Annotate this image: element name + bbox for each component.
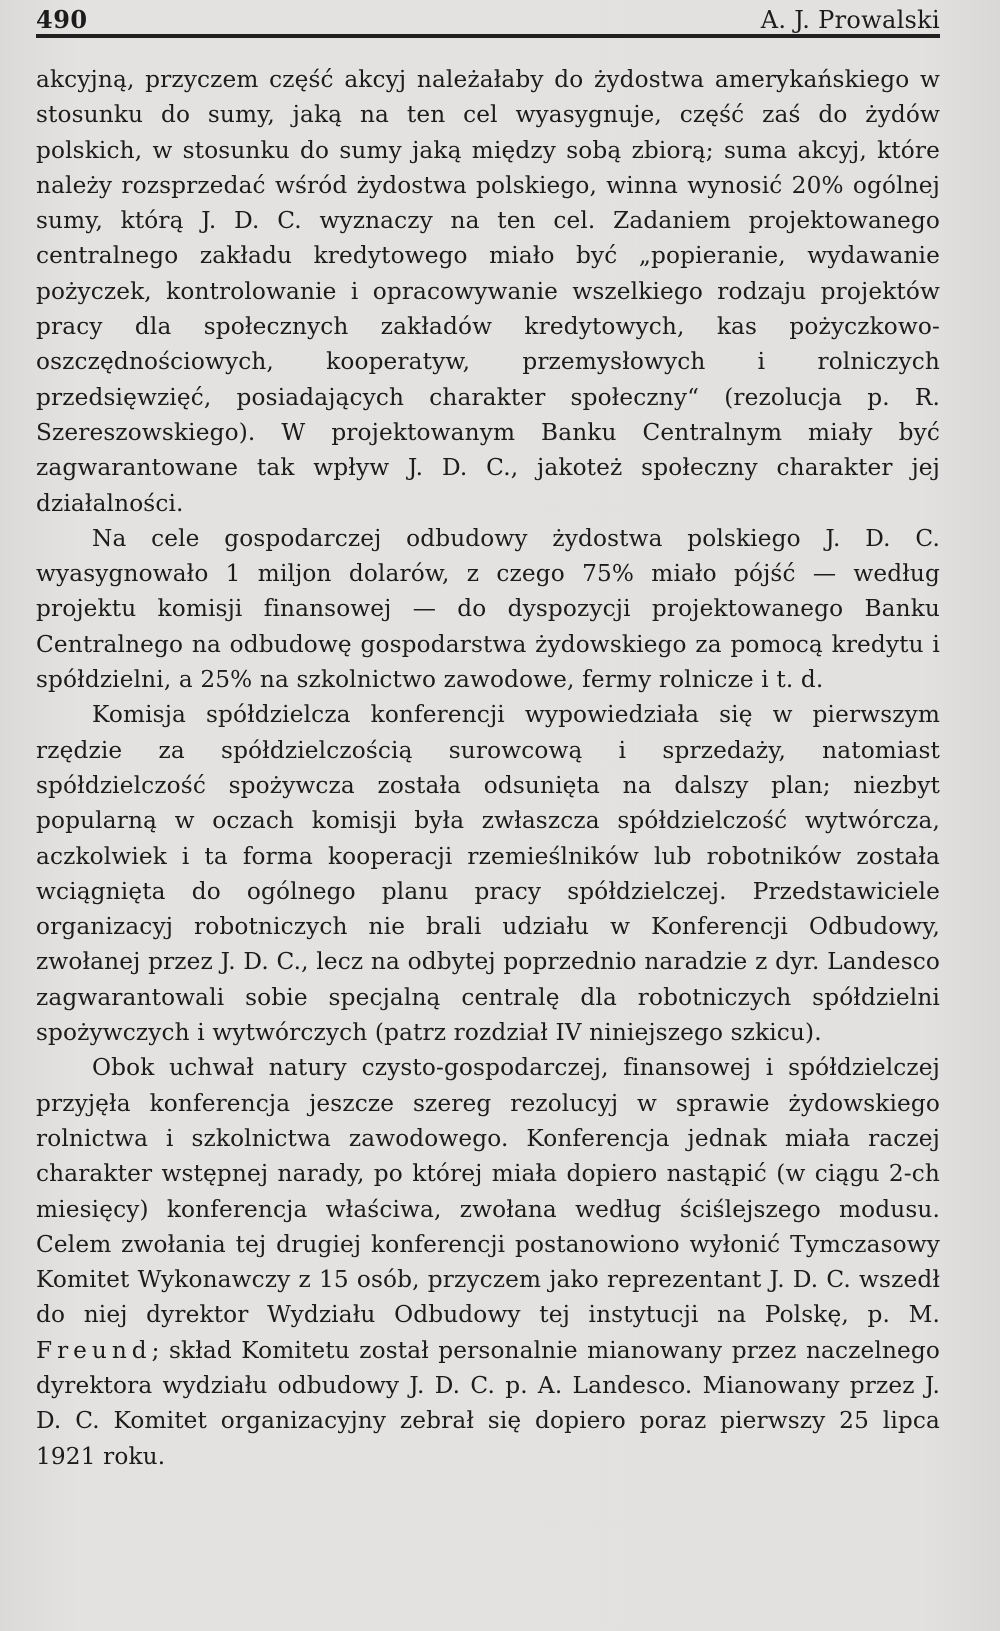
running-head: A. J. Prowalski (760, 6, 940, 34)
page-number: 490 (36, 5, 88, 34)
body-text (36, 62, 940, 1474)
paragraph: Na cele gospodarczej odbudowy żydostwa polskiego J. D. C. wyasygnowało 1 miljon dolarów, z czego 75% miało pójść — według projektu komisji finansowej — do dyspozycji projektowanego Banku Centralnego na odbudowę gospodarstwa żydowskiego za pomocą kredytu i spółdzielni, a 25% na szkolnictwo zawodowe, fermy rolnicze i t. d. (36, 524, 940, 694)
paragraph: akcyjną, przyczem część akcyj należałaby do żydostwa amerykańskiego w stosunku do sumy, jaką na ten cel wyasygnuje, część zaś do żydów polskich, w stosunku do sumy jaką między sobą zbiorą; suma akcyj, które należy rozsprzedać wśród żydostwa polskiego, winna wynosić 20% ogólnej sumy, którą J. D. C. wyznaczy na ten cel. Zadaniem projektowanego centralnego zakładu kredytowego miało być „popieranie, wydawanie pożyczek, kontrolowanie i opracowywanie wszelkiego rodzaju projektów pracy dla społecznych zakładów kredytowych, kas pożyczkowo-oszczędnościowych, kooperatyw, przemysłowych i rolniczych przedsięwzięć, posiadających charakter społeczny“ (rezolucja p. R. Szereszowskiego). W projektowanym Banku Centralnym miały być zagwarantowane tak wpływ J. D. C., jakoteż społeczny charakter jej działalności. (36, 66, 940, 517)
page-header (36, 0, 940, 38)
paragraph (36, 1050, 940, 1474)
paragraph-text: ; skład Komitetu został personalnie mianowany przez naczelnego dyrektora wydziału odbudowy J. D. C. p. A. Landesco. Mianowany przez J. D. C. Komitet organizacyjny zebrał się dopiero poraz pierwszy 25 lipca 1921 roku. (36, 1336, 940, 1470)
spaced-name: Freund (36, 1336, 152, 1364)
paragraph-text: Obok uchwał natury czysto-gospodarczej, finansowej i spółdzielczej przyjęła konferencja jeszcze szereg rezolucyj w sprawie żydowskiego rolnictwa i szkolnictwa zawodowego. Konferencja jednak miała raczej charakter wstępnej narady, po której miała dopiero nastąpić (w ciągu 2-ch miesięcy) konferencja właściwa, zwołana według ściślejszego modusu. Celem zwołania tej drugiej konferencji postanowiono wyłonić Tymczasowy Komitet Wykonawczy z 15 osób, przyczem jako reprezentant J. D. C. wszedł do niej dyrektor Wydziału Odbudowy tej instytucji na Polskę, p. M. (36, 1054, 940, 1329)
paragraph: Komisja spółdzielcza konferencji wypowiedziała się w pierwszym rzędzie za spółdzielczością surowcową i sprzedaży, natomiast spółdzielczość spożywcza została odsunięta na dalszy plan; niezbyt popularną w oczach komisji była zwłaszcza spółdzielczość wytwórcza, aczkolwiek i ta forma kooperacji rzemieślników lub robotników została wciągnięta do ogólnego planu pracy spółdzielczej. Przedstawiciele organizacyj robotniczych nie brali udziału w Konferencji Odbudowy, zwołanej przez J. D. C., lecz na odbytej poprzednio naradzie z dyr. Landesco zagwarantowali sobie specjalną centralę dla robotniczych spółdzielni spożywczych i wytwórczych (patrz rozdział IV niniejszego szkicu). (36, 701, 940, 1047)
